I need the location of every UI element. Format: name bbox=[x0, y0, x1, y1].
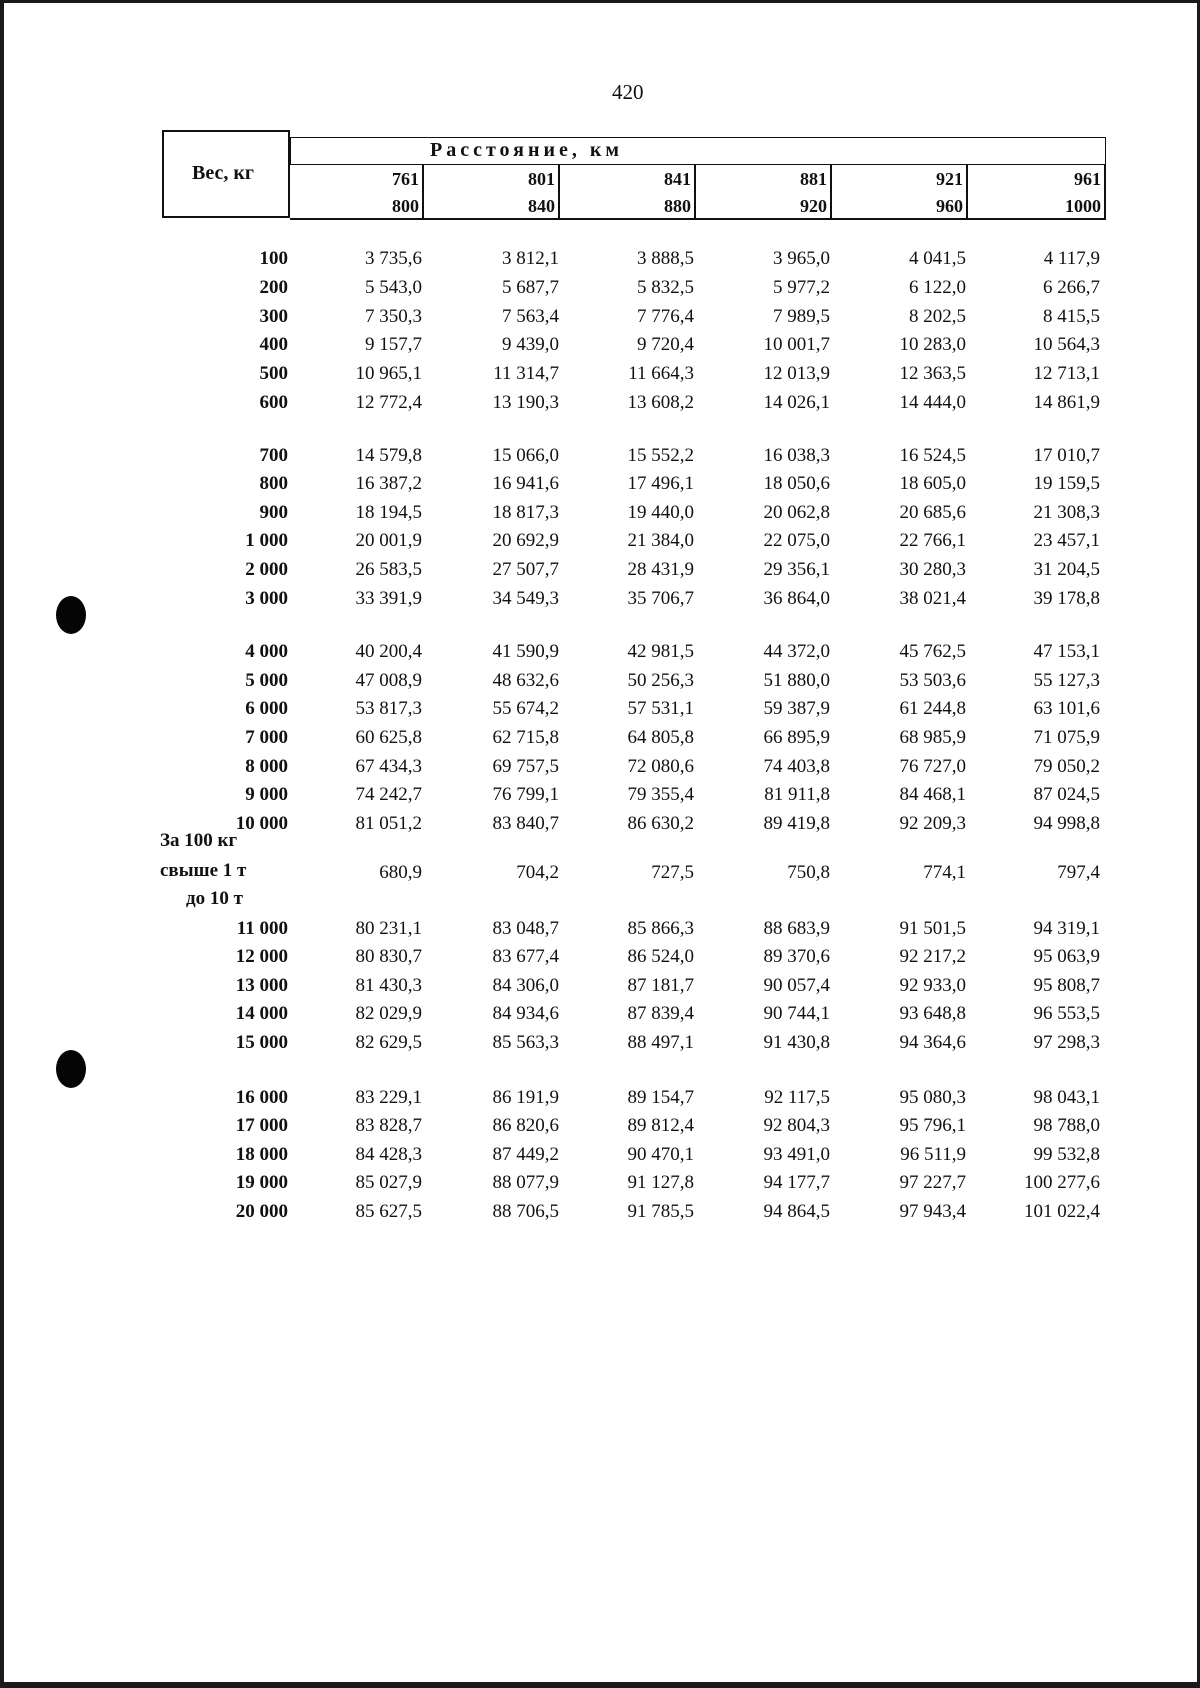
value-cell: 89 812,4 bbox=[627, 1115, 694, 1136]
value-cell: 21 384,0 bbox=[627, 530, 694, 551]
weight-cell: 9 000 bbox=[245, 784, 288, 805]
value-cell: 97 298,3 bbox=[1033, 1032, 1100, 1053]
weight-cell: 10 000 bbox=[235, 813, 288, 834]
value-cell: 87 449,2 bbox=[492, 1144, 559, 1165]
weight-cell: 14 000 bbox=[235, 1003, 288, 1024]
table-row bbox=[0, 670, 1200, 696]
value-cell: 91 785,5 bbox=[627, 1201, 694, 1222]
value-cell: 12 772,4 bbox=[355, 392, 422, 413]
table-header bbox=[162, 130, 1106, 225]
weight-cell: 5 000 bbox=[245, 670, 288, 691]
value-cell: 39 178,8 bbox=[1033, 588, 1100, 609]
value-cell: 82 629,5 bbox=[355, 1032, 422, 1053]
weight-cell: 3 000 bbox=[245, 588, 288, 609]
distance-header-label: Расстояние, км bbox=[430, 139, 624, 161]
value-cell: 87 839,4 bbox=[627, 1003, 694, 1024]
weight-cell: 800 bbox=[259, 473, 288, 494]
value-cell: 76 799,1 bbox=[492, 784, 559, 805]
value-cell: 90 057,4 bbox=[763, 975, 830, 996]
table-row bbox=[0, 1172, 1200, 1198]
special-value: 704,2 bbox=[516, 862, 559, 883]
value-cell: 15 066,0 bbox=[492, 445, 559, 466]
page-edge-top bbox=[0, 0, 1200, 3]
value-cell: 7 989,5 bbox=[773, 306, 830, 327]
weight-cell: 7 000 bbox=[245, 727, 288, 748]
value-cell: 91 501,5 bbox=[899, 918, 966, 939]
value-cell: 45 762,5 bbox=[899, 641, 966, 662]
value-cell: 23 457,1 bbox=[1033, 530, 1100, 551]
value-cell: 81 911,8 bbox=[764, 784, 830, 805]
range-header-921-960 bbox=[832, 165, 968, 220]
value-cell: 91 127,8 bbox=[627, 1172, 694, 1193]
range-from: 761 bbox=[392, 169, 419, 189]
value-cell: 11 664,3 bbox=[628, 363, 694, 384]
table-row bbox=[0, 363, 1200, 389]
value-cell: 64 805,8 bbox=[627, 727, 694, 748]
value-cell: 87 024,5 bbox=[1033, 784, 1100, 805]
value-cell: 19 159,5 bbox=[1033, 473, 1100, 494]
special-row-label-line1: За 100 кг bbox=[160, 830, 238, 851]
special-row-label-line3: до 10 т bbox=[186, 888, 243, 909]
value-cell: 89 419,8 bbox=[763, 813, 830, 834]
weight-cell: 20 000 bbox=[235, 1201, 288, 1222]
value-cell: 8 415,5 bbox=[1043, 306, 1100, 327]
range-to: 880 bbox=[664, 196, 691, 216]
value-cell: 50 256,3 bbox=[627, 670, 694, 691]
value-cell: 7 776,4 bbox=[637, 306, 694, 327]
table-row bbox=[0, 502, 1200, 528]
value-cell: 92 217,2 bbox=[899, 946, 966, 967]
weight-cell: 2 000 bbox=[245, 559, 288, 580]
value-cell: 53 503,6 bbox=[899, 670, 966, 691]
value-cell: 57 531,1 bbox=[627, 698, 694, 719]
value-cell: 36 864,0 bbox=[763, 588, 830, 609]
value-cell: 81 051,2 bbox=[355, 813, 422, 834]
table-row bbox=[0, 473, 1200, 499]
value-cell: 95 808,7 bbox=[1033, 975, 1100, 996]
value-cell: 84 306,0 bbox=[492, 975, 559, 996]
table-row bbox=[0, 588, 1200, 614]
value-cell: 21 308,3 bbox=[1033, 502, 1100, 523]
value-cell: 91 430,8 bbox=[763, 1032, 830, 1053]
value-cell: 79 050,2 bbox=[1033, 756, 1100, 777]
value-cell: 27 507,7 bbox=[492, 559, 559, 580]
value-cell: 87 181,7 bbox=[627, 975, 694, 996]
value-cell: 14 861,9 bbox=[1033, 392, 1100, 413]
value-cell: 18 605,0 bbox=[899, 473, 966, 494]
value-cell: 15 552,2 bbox=[627, 445, 694, 466]
value-cell: 92 804,3 bbox=[763, 1115, 830, 1136]
special-value: 680,9 bbox=[379, 862, 422, 883]
value-cell: 55 127,3 bbox=[1033, 670, 1100, 691]
value-cell: 14 026,1 bbox=[763, 392, 830, 413]
value-cell: 98 788,0 bbox=[1033, 1115, 1100, 1136]
value-cell: 10 283,0 bbox=[899, 334, 966, 355]
value-cell: 94 364,6 bbox=[899, 1032, 966, 1053]
value-cell: 85 563,3 bbox=[492, 1032, 559, 1053]
table-row bbox=[0, 1003, 1200, 1029]
value-cell: 17 010,7 bbox=[1033, 445, 1100, 466]
value-cell: 16 038,3 bbox=[763, 445, 830, 466]
value-cell: 95 796,1 bbox=[899, 1115, 966, 1136]
table-row bbox=[0, 641, 1200, 667]
value-cell: 34 549,3 bbox=[492, 588, 559, 609]
value-cell: 31 204,5 bbox=[1033, 559, 1100, 580]
range-to: 920 bbox=[800, 196, 827, 216]
value-cell: 16 387,2 bbox=[355, 473, 422, 494]
value-cell: 96 553,5 bbox=[1033, 1003, 1100, 1024]
value-cell: 5 687,7 bbox=[502, 277, 559, 298]
table-row bbox=[0, 392, 1200, 418]
value-cell: 90 744,1 bbox=[763, 1003, 830, 1024]
table-row bbox=[0, 334, 1200, 360]
value-cell: 92 933,0 bbox=[899, 975, 966, 996]
value-cell: 14 444,0 bbox=[899, 392, 966, 413]
range-header-961-1000 bbox=[968, 165, 1106, 220]
value-cell: 9 439,0 bbox=[502, 334, 559, 355]
table-row bbox=[0, 559, 1200, 585]
value-cell: 20 685,6 bbox=[899, 502, 966, 523]
value-cell: 51 880,0 bbox=[763, 670, 830, 691]
value-cell: 4 117,9 bbox=[1043, 248, 1100, 269]
value-cell: 92 117,5 bbox=[764, 1087, 830, 1108]
value-cell: 3 735,6 bbox=[365, 248, 422, 269]
value-cell: 12 013,9 bbox=[763, 363, 830, 384]
value-cell: 93 491,0 bbox=[763, 1144, 830, 1165]
value-cell: 71 075,9 bbox=[1033, 727, 1100, 748]
weight-header-label: Вес, кг bbox=[192, 162, 254, 184]
value-cell: 94 177,7 bbox=[763, 1172, 830, 1193]
value-cell: 44 372,0 bbox=[763, 641, 830, 662]
value-cell: 59 387,9 bbox=[763, 698, 830, 719]
range-from: 961 bbox=[1074, 169, 1101, 189]
value-cell: 66 895,9 bbox=[763, 727, 830, 748]
value-cell: 53 817,3 bbox=[355, 698, 422, 719]
value-cell: 86 191,9 bbox=[492, 1087, 559, 1108]
value-cell: 92 209,3 bbox=[899, 813, 966, 834]
table-row bbox=[0, 277, 1200, 303]
range-from: 801 bbox=[528, 169, 555, 189]
value-cell: 30 280,3 bbox=[899, 559, 966, 580]
value-cell: 88 077,9 bbox=[492, 1172, 559, 1193]
value-cell: 68 985,9 bbox=[899, 727, 966, 748]
value-cell: 35 706,7 bbox=[627, 588, 694, 609]
value-cell: 13 608,2 bbox=[627, 392, 694, 413]
special-row-label-line2: свыше 1 т bbox=[160, 860, 247, 881]
value-cell: 94 864,5 bbox=[763, 1201, 830, 1222]
range-from: 841 bbox=[664, 169, 691, 189]
value-cell: 13 190,3 bbox=[492, 392, 559, 413]
value-cell: 48 632,6 bbox=[492, 670, 559, 691]
page-number: 420 bbox=[612, 80, 644, 104]
value-cell: 95 063,9 bbox=[1033, 946, 1100, 967]
value-cell: 82 029,9 bbox=[355, 1003, 422, 1024]
table-row bbox=[0, 1201, 1200, 1227]
table-row bbox=[0, 698, 1200, 724]
weight-cell: 700 bbox=[259, 445, 288, 466]
value-cell: 20 001,9 bbox=[355, 530, 422, 551]
page-edge-bottom bbox=[0, 1682, 1200, 1688]
value-cell: 22 766,1 bbox=[899, 530, 966, 551]
value-cell: 81 430,3 bbox=[355, 975, 422, 996]
weight-cell: 15 000 bbox=[235, 1032, 288, 1053]
value-cell: 85 027,9 bbox=[355, 1172, 422, 1193]
value-cell: 5 543,0 bbox=[365, 277, 422, 298]
table-row bbox=[0, 756, 1200, 782]
value-cell: 3 812,1 bbox=[502, 248, 559, 269]
value-cell: 5 977,2 bbox=[773, 277, 830, 298]
value-cell: 88 706,5 bbox=[492, 1201, 559, 1222]
value-cell: 89 154,7 bbox=[627, 1087, 694, 1108]
range-to: 800 bbox=[392, 196, 419, 216]
range-header-841-880 bbox=[560, 165, 696, 220]
weight-cell: 19 000 bbox=[235, 1172, 288, 1193]
weight-cell: 16 000 bbox=[235, 1087, 288, 1108]
value-cell: 94 998,8 bbox=[1033, 813, 1100, 834]
value-cell: 11 314,7 bbox=[493, 363, 559, 384]
value-cell: 62 715,8 bbox=[492, 727, 559, 748]
value-cell: 60 625,8 bbox=[355, 727, 422, 748]
value-cell: 41 590,9 bbox=[492, 641, 559, 662]
value-cell: 85 627,5 bbox=[355, 1201, 422, 1222]
weight-cell: 1 000 bbox=[245, 530, 288, 551]
range-from: 881 bbox=[800, 169, 827, 189]
value-cell: 83 828,7 bbox=[355, 1115, 422, 1136]
value-cell: 93 648,8 bbox=[899, 1003, 966, 1024]
special-value: 774,1 bbox=[923, 862, 966, 883]
value-cell: 38 021,4 bbox=[899, 588, 966, 609]
special-value: 750,8 bbox=[787, 862, 830, 883]
range-to: 1000 bbox=[1065, 196, 1101, 216]
table-row bbox=[0, 784, 1200, 810]
value-cell: 74 403,8 bbox=[763, 756, 830, 777]
value-cell: 79 355,4 bbox=[627, 784, 694, 805]
distance-header-cell bbox=[290, 137, 1106, 165]
table-row bbox=[0, 306, 1200, 332]
weight-cell: 18 000 bbox=[235, 1144, 288, 1165]
table-row bbox=[0, 445, 1200, 471]
value-cell: 88 683,9 bbox=[763, 918, 830, 939]
value-cell: 12 713,1 bbox=[1033, 363, 1100, 384]
weight-cell: 500 bbox=[259, 363, 288, 384]
weight-cell: 100 bbox=[259, 248, 288, 269]
table-row bbox=[0, 946, 1200, 972]
value-cell: 8 202,5 bbox=[909, 306, 966, 327]
table-row bbox=[0, 530, 1200, 556]
value-cell: 14 579,8 bbox=[355, 445, 422, 466]
value-cell: 26 583,5 bbox=[355, 559, 422, 580]
value-cell: 76 727,0 bbox=[899, 756, 966, 777]
value-cell: 19 440,0 bbox=[627, 502, 694, 523]
special-value: 797,4 bbox=[1057, 862, 1100, 883]
value-cell: 83 229,1 bbox=[355, 1087, 422, 1108]
weight-header-cell bbox=[162, 130, 290, 218]
weight-cell: 300 bbox=[259, 306, 288, 327]
value-cell: 47 008,9 bbox=[355, 670, 422, 691]
value-cell: 40 200,4 bbox=[355, 641, 422, 662]
weight-cell: 12 000 bbox=[235, 946, 288, 967]
value-cell: 84 934,6 bbox=[492, 1003, 559, 1024]
value-cell: 10 001,7 bbox=[763, 334, 830, 355]
value-cell: 47 153,1 bbox=[1033, 641, 1100, 662]
value-cell: 61 244,8 bbox=[899, 698, 966, 719]
value-cell: 88 497,1 bbox=[627, 1032, 694, 1053]
value-cell: 97 227,7 bbox=[899, 1172, 966, 1193]
value-cell: 100 277,6 bbox=[1024, 1172, 1100, 1193]
range-header-881-920 bbox=[696, 165, 832, 220]
value-cell: 84 428,3 bbox=[355, 1144, 422, 1165]
weight-cell: 4 000 bbox=[245, 641, 288, 662]
table-row bbox=[0, 975, 1200, 1001]
table-row bbox=[0, 727, 1200, 753]
value-cell: 97 943,4 bbox=[899, 1201, 966, 1222]
range-from: 921 bbox=[936, 169, 963, 189]
value-cell: 98 043,1 bbox=[1033, 1087, 1100, 1108]
weight-cell: 13 000 bbox=[235, 975, 288, 996]
weight-cell: 11 000 bbox=[236, 918, 288, 939]
value-cell: 42 981,5 bbox=[627, 641, 694, 662]
value-cell: 4 041,5 bbox=[909, 248, 966, 269]
value-cell: 3 965,0 bbox=[773, 248, 830, 269]
table-row bbox=[0, 1144, 1200, 1170]
weight-cell: 400 bbox=[259, 334, 288, 355]
value-cell: 55 674,2 bbox=[492, 698, 559, 719]
value-cell: 74 242,7 bbox=[355, 784, 422, 805]
value-cell: 5 832,5 bbox=[637, 277, 694, 298]
weight-cell: 200 bbox=[259, 277, 288, 298]
weight-cell: 17 000 bbox=[235, 1115, 288, 1136]
value-cell: 28 431,9 bbox=[627, 559, 694, 580]
value-cell: 12 363,5 bbox=[899, 363, 966, 384]
table-row bbox=[0, 918, 1200, 944]
value-cell: 7 350,3 bbox=[365, 306, 422, 327]
value-cell: 84 468,1 bbox=[899, 784, 966, 805]
value-cell: 9 157,7 bbox=[365, 334, 422, 355]
special-row bbox=[0, 862, 1200, 888]
table-row bbox=[0, 248, 1200, 274]
range-to: 840 bbox=[528, 196, 555, 216]
value-cell: 18 817,3 bbox=[492, 502, 559, 523]
value-cell: 83 840,7 bbox=[492, 813, 559, 834]
value-cell: 80 830,7 bbox=[355, 946, 422, 967]
range-header-801-840 bbox=[424, 165, 560, 220]
weight-cell: 8 000 bbox=[245, 756, 288, 777]
weight-cell: 600 bbox=[259, 392, 288, 413]
value-cell: 90 470,1 bbox=[627, 1144, 694, 1165]
value-cell: 72 080,6 bbox=[627, 756, 694, 777]
table-row bbox=[0, 1032, 1200, 1058]
value-cell: 6 122,0 bbox=[909, 277, 966, 298]
value-cell: 80 231,1 bbox=[355, 918, 422, 939]
range-header-761-800 bbox=[290, 165, 424, 220]
value-cell: 96 511,9 bbox=[900, 1144, 966, 1165]
value-cell: 89 370,6 bbox=[763, 946, 830, 967]
value-cell: 101 022,4 bbox=[1024, 1201, 1100, 1222]
special-value: 727,5 bbox=[651, 862, 694, 883]
value-cell: 17 496,1 bbox=[627, 473, 694, 494]
value-cell: 83 677,4 bbox=[492, 946, 559, 967]
value-cell: 16 524,5 bbox=[899, 445, 966, 466]
value-cell: 20 062,8 bbox=[763, 502, 830, 523]
value-cell: 86 630,2 bbox=[627, 813, 694, 834]
value-cell: 33 391,9 bbox=[355, 588, 422, 609]
table-row bbox=[0, 1115, 1200, 1141]
value-cell: 94 319,1 bbox=[1033, 918, 1100, 939]
value-cell: 18 050,6 bbox=[763, 473, 830, 494]
value-cell: 85 866,3 bbox=[627, 918, 694, 939]
value-cell: 10 564,3 bbox=[1033, 334, 1100, 355]
value-cell: 3 888,5 bbox=[637, 248, 694, 269]
range-to: 960 bbox=[936, 196, 963, 216]
value-cell: 10 965,1 bbox=[355, 363, 422, 384]
weight-cell: 900 bbox=[259, 502, 288, 523]
value-cell: 86 820,6 bbox=[492, 1115, 559, 1136]
value-cell: 29 356,1 bbox=[763, 559, 830, 580]
weight-cell: 6 000 bbox=[245, 698, 288, 719]
value-cell: 7 563,4 bbox=[502, 306, 559, 327]
value-cell: 67 434,3 bbox=[355, 756, 422, 777]
value-cell: 69 757,5 bbox=[492, 756, 559, 777]
value-cell: 63 101,6 bbox=[1033, 698, 1100, 719]
value-cell: 20 692,9 bbox=[492, 530, 559, 551]
value-cell: 86 524,0 bbox=[627, 946, 694, 967]
value-cell: 16 941,6 bbox=[492, 473, 559, 494]
value-cell: 6 266,7 bbox=[1043, 277, 1100, 298]
value-cell: 9 720,4 bbox=[637, 334, 694, 355]
value-cell: 22 075,0 bbox=[763, 530, 830, 551]
value-cell: 18 194,5 bbox=[355, 502, 422, 523]
value-cell: 83 048,7 bbox=[492, 918, 559, 939]
value-cell: 99 532,8 bbox=[1033, 1144, 1100, 1165]
table-row bbox=[0, 1087, 1200, 1113]
value-cell: 95 080,3 bbox=[899, 1087, 966, 1108]
